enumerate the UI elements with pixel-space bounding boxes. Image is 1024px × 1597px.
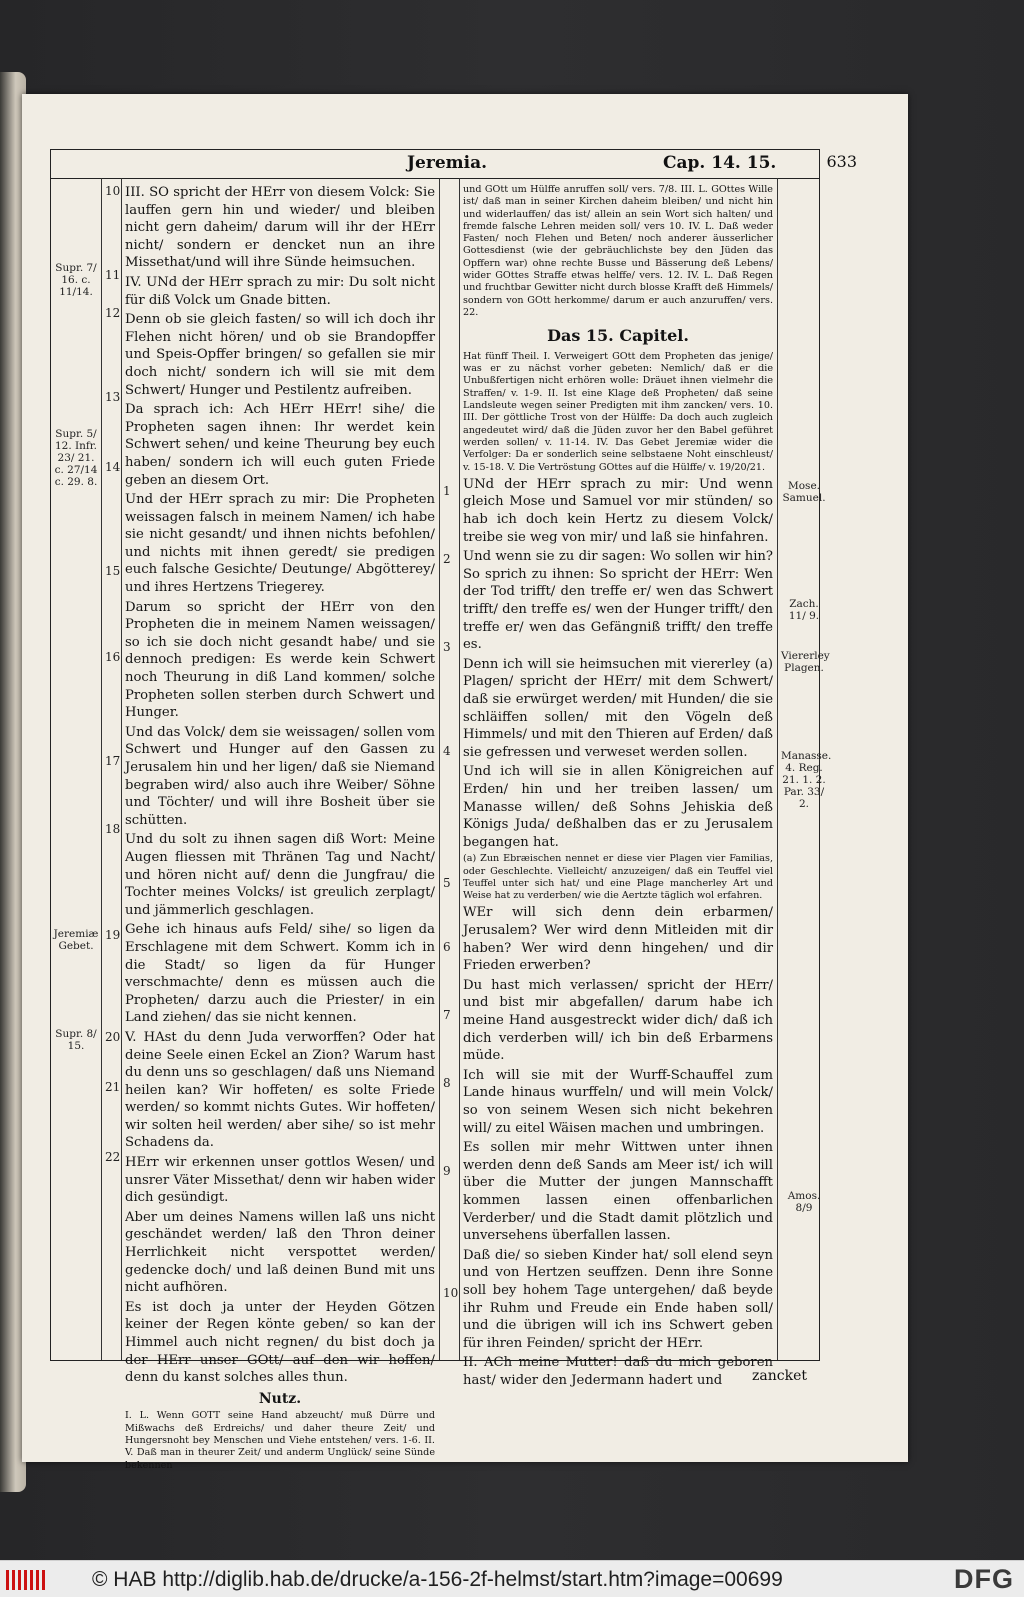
verse-text: Und der HErr sprach zu mir: Die Propheten weissagen falsch in meinem Namen/ ich habe sie nicht gesandt/ und ihnen nichts befohlen/ und nichts mit ihnen geredt/ sie predigen euch falsche Gesichte/ Deutunge/ Abgötterey/ und ihres Hertzens Triegerey. (125, 492, 435, 596)
verse-number: 21 (105, 1080, 121, 1094)
verse-text: Es sollen mir mehr Wittwen unter ihnen werden denn deß Sands am Meer ist/ ich will über die Mutter der jungen Mannschafft kommen lassen einen offenbarlichen Verderber/ und die Stadt damit plötzlich und unversehens überfallen lassen. (463, 1140, 773, 1244)
verse-number: 18 (105, 822, 121, 836)
verse-text: Darum so spricht der HErr von den Propheten die in meinem Namen weissagen/ so ich sie doch nicht gesandt habe/ und sie dennoch predigen: Es werde kein Schwert noch Theurung in diß Land kommen/ solche Propheten sollen sterben durch Schwert und Hunger. (125, 599, 435, 721)
verse-number: 22 (105, 1150, 121, 1164)
chapter-heading: Cap. 14. 15. (663, 153, 777, 173)
margin-note: Jeremiæ Gebet. (53, 928, 99, 952)
margin-note: Supr. 8/ 15. (55, 1028, 97, 1052)
verse-number: 4 (443, 744, 451, 758)
verse-text: Gehe ich hinaus aufs Feld/ sihe/ so ligen da Erschlagene mit dem Schwert. Komm ich in die Stadt/ so ligen da für Hunger verschmachte/ denn es müssen auch die Propheten/ darzu auch die Priester/ in ein Land ziehen/ das sie nicht kennen. (125, 922, 435, 1026)
verse-number: 10 (105, 184, 121, 198)
verse-text: III. SO spricht der HErr von diesem Volck: Sie lauffen gern hin und wieder/ und bleiben nicht gern daheim/ darum will ihr der HErr nicht/ sondern er dencket nun an ihre Missethat/und will ihre Sünde heimsuchen. (125, 185, 435, 271)
verse-number: 13 (105, 390, 121, 404)
verse-number: 19 (105, 928, 121, 942)
header-rule (51, 178, 819, 179)
left-column (125, 184, 435, 1474)
verse-number: 14 (105, 460, 121, 474)
margin-note: Amos. 8/9 (787, 1190, 821, 1214)
continuation-text: und GOtt um Hülffe anruffen soll/ vers. 7/8. III. L. GOttes Wille ist/ daß man in seiner Kirchen daheim bleiben/ und nicht hin und widerlauffen/ das ist/ allein an sein Wort sich halten/ und fremde falsche Lehren meiden soll/ vers 10. IV. L. Daß weder Fasten/ noch Flehen und Beten/ noch anderer äusserlicher Gottesdienst (wie der gebräuchlichste bey den Jüden das Opffern war) ohne rechte Busse und Bässerung deß Lebens/ wider GOttes Straffe etwas helffe/ vers. 12. IV. L. Daß Regen und fruchtbar Gewitter nicht durch blosse Krafft deß Himmels/ sondern von GOtt herkomme/ darum er auch anzuruffen/ vers. 22. (463, 184, 773, 318)
book-page (22, 94, 908, 1471)
chapter-title: Das 15. Capitel. (547, 326, 689, 346)
left-verse-rule (121, 178, 122, 1360)
verse-text: Und ich will sie in allen Königreichen auf Erden/ hin und her treiben lassen/ um Manasse willen/ deß Sohns Jehiskia deß Königs Juda/ deßhalben das er zu Jerusalem begangen hat. (463, 764, 773, 850)
verse-number: 2 (443, 552, 451, 566)
catchword: zancket (752, 1368, 807, 1384)
library-logo-icon (4, 1567, 84, 1593)
margin-note: Supr. 7/ 16. c. 11/14. (55, 262, 97, 298)
verse-text: Da sprach ich: Ach HErr HErr! sihe/ die Propheten sagen ihnen: Ihr werdet kein Schwert sehen/ und keine Theurung bey euch haben/ sondern ich will euch guten Friede geben an diesem Ort. (125, 402, 435, 488)
verse-number: 8 (443, 1076, 451, 1090)
nutz-title: Nutz. (258, 1390, 302, 1407)
center-rule-right (459, 178, 460, 1360)
verse-text: Ich will sie mit der Wurff-Schauffel zum Lande hinaus wurffeln/ und will mein Volck/ so von seinem Wesen sich nicht bekehren will/ zu eitel Wäisen machen und umbringen. (463, 1067, 773, 1136)
verse-number: 16 (105, 650, 121, 664)
nutz-text: I. L. Wenn GOTT seine Hand abzeucht/ muß Dürre und Mißwachs deß Erdreichs/ und daher theure Zeit/ und Hungersnoht bey Menschen und Viehe entstehen/ vers. 1-6. II. V. Daß man in theurer Zeit/ und anderm Unglück/ seine Sünde bekennen (125, 1410, 435, 1471)
verse-number: 6 (443, 940, 451, 954)
verse-text: WEr will sich denn dein erbarmen/ Jerusalem? Wer wird denn Mitleiden mit dir haben? Wer wird denn hingehen/ und dir Frieden erwerben? (463, 905, 773, 974)
verse-number: 3 (443, 640, 451, 654)
verse-text: Denn ich will sie heimsuchen mit viererley (a) Plagen/ spricht der HErr/ mit dem Schwert/ daß sie erwürget werden/ mit Hunden/ die sie schläiffen sollen/ mit den Vögeln deß Himmels/ und mit den Thieren auf Erden/ daß sie gefressen und verweset werden sollen. (463, 656, 773, 760)
verse-text: Du hast mich verlassen/ spricht der HErr/ und bist mir abgefallen/ darum habe ich meine Hand ausgestreckt wider dich/ daß ich dich verderben will/ ich bin deß Erbarmens müde. (463, 977, 773, 1064)
chapter-summary: Hat fünff Theil. I. Verweigert GOtt dem Propheten das jenige/ was er zu nächst vorher gebeten: Nemlich/ daß er die Unbußfertigen nicht erhören wolle: Dräuet ihnen vielmehr die Straffen/ v. 1-9. II. Ist eine Klage deß Propheten/ daß seine Landsleute wegen seiner Predigten mit ihm zancken/ vers. 10. III. Der göttliche Trost von der Hülffe: Da doch auch zugleich angedeutet wird/ daß die Jüden zuvor her den Babel geführet werden sollen/ v. 11-14. IV. Das Gebet Jeremiæ wider die Verfolger: Da er sonderlich seine selbstaene Noht einschleust/ v. 15-18. V. Die Vertröstung GOttes auf die Hülffe/ v. 19/20/21. (463, 350, 773, 473)
verse-text: UNd der HErr sprach zu mir: Und wenn gleich Mose und Samuel vor mir stünden/ so hab ich doch kein Hertz zu diesem Volck/ treibe sie weg von mir/ und laß sie hinfahren. (463, 476, 773, 545)
verse-number: 17 (105, 754, 121, 768)
running-title: Jeremia. (407, 153, 488, 173)
right-column (463, 184, 773, 1392)
margin-note: Mose. Samuel. (782, 480, 826, 504)
right-margin-rule (777, 178, 778, 1360)
verse-text: Daß die/ so sieben Kinder hat/ soll elend seyn und von Hertzen seuffzen. Denn ihre Sonne soll bey hohem Tage untergehen/ daß beyde ihr Ruhm und Freude ein Ende haben soll/ und die übrigen will ich ins Schwert geben für ihren Feinden/ spricht der HErr. (463, 1247, 773, 1351)
margin-note: Zach. 11/ 9. (788, 598, 820, 622)
verse-number: 15 (105, 564, 121, 578)
text-frame (50, 149, 857, 1471)
footnote: (a) Zun Ebræischen nennet er diese vier Plagen vier Familias, oder Geschlechte. Vielleicht/ anzuzeigen/ daß ein Teuffel viel Teuffel unter sich hat/ und eine Plage mancherley Art und Weise hat zu verderben/ wie die Aertzte täglich wol erfahren. (463, 853, 773, 902)
verse-text: Denn ob sie gleich fasten/ so will ich doch ihr Flehen nicht hören/ und ob sie Brandopffer und Speis-Opffer bringen/ so gefallen sie mir doch nicht/ sondern ich will sie mit dem Schwert/ Hunger und Pestilentz aufreiben. (125, 312, 435, 398)
verse-number: 11 (105, 268, 121, 282)
verse-number: 20 (105, 1030, 121, 1044)
verse-text: II. ACh meine Mutter! daß du mich geboren hast/ wider den Jedermann hadert und (463, 1355, 773, 1388)
footer-bar (0, 1560, 1024, 1597)
verse-number: 12 (105, 306, 121, 320)
verse-text: Aber um deines Namens willen laß uns nicht geschändet werden/ laß den Thron deiner Herrlichkeit nicht verspottet werden/ gedencke doch/ und laß deinen Bund mit uns nicht aufhören. (125, 1209, 435, 1296)
dfg-logo: DFG (954, 1564, 1014, 1594)
verse-text: Und du solt zu ihnen sagen diß Wort: Meine Augen fliessen mit Thränen Tag und Nacht/ und hören nicht auf/ denn die Jungfrau/ die Tochter meines Volcks/ ist greulich zerplagt/ und jämmerlich geschlagen. (125, 832, 435, 918)
verse-number: 9 (443, 1164, 451, 1178)
center-rule-left (439, 178, 440, 1360)
verse-text: IV. UNd der HErr sprach zu mir: Du solt nicht für diß Volck um Gnade bitten. (125, 274, 435, 308)
verse-text: Und das Volck/ dem sie weissagen/ sollen vom Schwert und Hunger auf den Gassen zu Jerusalem hin und her ligen/ daß sie Niemand begraben wird/ also auch ihre Weiber/ Söhne und Töchter/ und will ihre Bosheit über sie schütten. (125, 724, 435, 828)
verse-number: 7 (443, 1008, 451, 1022)
verse-number: 1 (443, 484, 451, 498)
verse-text: HErr wir erkennen unser gottlos Wesen/ und unsrer Väter Missethat/ denn wir haben wider dich gesündigt. (125, 1155, 435, 1206)
margin-note: Manasse. 4. Reg. 21. 1. 2. Par. 33/ 2. (781, 750, 832, 810)
copyright-url: © HAB http://diglib.hab.de/drucke/a-156-2f-helmst/start.htm?image=00699 (92, 1568, 783, 1591)
page-number: 633 (826, 152, 857, 171)
verse-text: Und wenn sie zu dir sagen: Wo sollen wir hin? So sprich zu ihnen: So spricht der HErr: Wen der Tod trifft/ den treffe er/ wen das Schwert trifft/ den treffe es/ wen der Hunger trifft/ den treffe er/ wen das Gefängniß trifft/ den treffe es. (463, 549, 773, 653)
left-margin-rule (101, 178, 102, 1360)
verse-text: Es ist doch ja unter der Heyden Götzen keiner der Regen könte geben/ so kan der Himmel auch nicht regnen/ du bist doch ja der HErr unser GOtt/ auf den wir hoffen/ denn du kanst solches alles thun. (125, 1299, 435, 1386)
verse-text: V. HAst du denn Juda verworffen? Oder hat deine Seele einen Eckel an Zion? Warum hast du denn uns so geschlagen/ daß uns Niemand heilen kan? Wir hoffeten/ es solte Friede werden/ so kommt nichts Gutes. Wir hoffeten/ wir solten heil werden/ aber sihe/ so ist mehr Schadens da. (125, 1029, 435, 1151)
margin-note: Supr. 5/ 12. Infr. 23/ 21. c. 27/14 c. 29. 8. (54, 428, 98, 488)
verse-number: 10 (443, 1286, 459, 1300)
margin-note: Viererley Plagen. (781, 650, 830, 674)
verse-number: 5 (443, 876, 451, 890)
